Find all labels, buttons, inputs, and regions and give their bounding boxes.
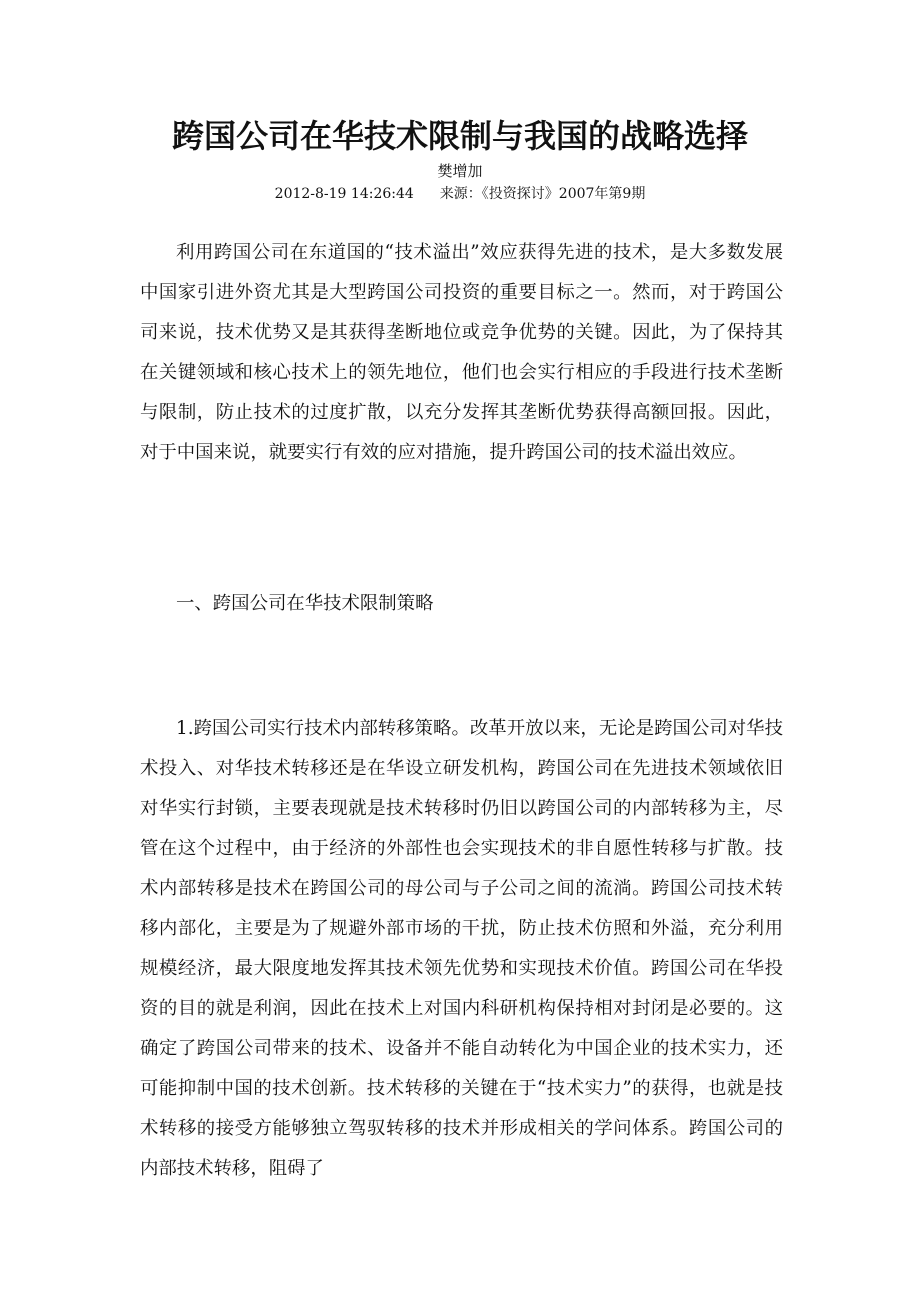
article-author: 樊增加 xyxy=(437,162,483,180)
body-paragraph: 1.跨国公司实行技术内部转移策略。改革开放以来，无论是跨国公司对华技术投入、对华技术转移还是在华设立研发机构，跨国公司在先进技术领域依旧对华实行封锁，主要表现就是技术转移时仍旧以跨国公司的内部转移为主，尽管在这个过程中，由于经济的外部性也会实现技术的非自愿性转移与扩散。技术内部转移是技术在跨国公司的母公司与子公司之间的流淌。跨国公司技术转移内部化，主要是为了规避外部市场的干扰，防止技术仿照和外溢，充分利用规模经济，最大限度地发挥其技术领先优势和实现技术价值。跨国公司在华投资的目的就是利润，因此在技术上对国内科研机构保持相对封闭是必要的。这确定了跨国公司带来的技术、设备并不能自动转化为中国企业的技术实力，还可能抑制中国的技术创新。技术转移的关键在于“技术实力”的获得，也就是技术转移的接受方能够独立驾驭转移的技术并形成相关的学问体系。跨国公司的内部技术转移，阻碍了 xyxy=(140,718,783,1179)
article-meta xyxy=(0,183,920,205)
section-heading: 一、跨国公司在华技术限制策略 xyxy=(176,593,434,614)
article-source: 来源：《投资探讨》2007年第9期 xyxy=(439,186,646,202)
article-title: 跨国公司在华技术限制与我国的战略选择 xyxy=(171,117,748,155)
publish-datetime: 2012-8-19 14:26:44 xyxy=(274,186,414,202)
intro-paragraph: 利用跨国公司在东道国的“技术溢出”效应获得先进的技术，是大多数发展中国家引进外资尤其是大型跨国公司投资的重要目标之一。然而，对于跨国公司来说，技术优势又是其获得垄断地位或竞争优势的关键。因此，为了保持其在关键领域和核心技术上的领先地位，他们也会实行相应的手段进行技术垄断与限制，防止技术的过度扩散，以充分发挥其垄断优势获得高额回报。因此，对于中国来说，就要实行有效的应对措施，提升跨国公司的技术溢出效应。 xyxy=(140,242,783,463)
